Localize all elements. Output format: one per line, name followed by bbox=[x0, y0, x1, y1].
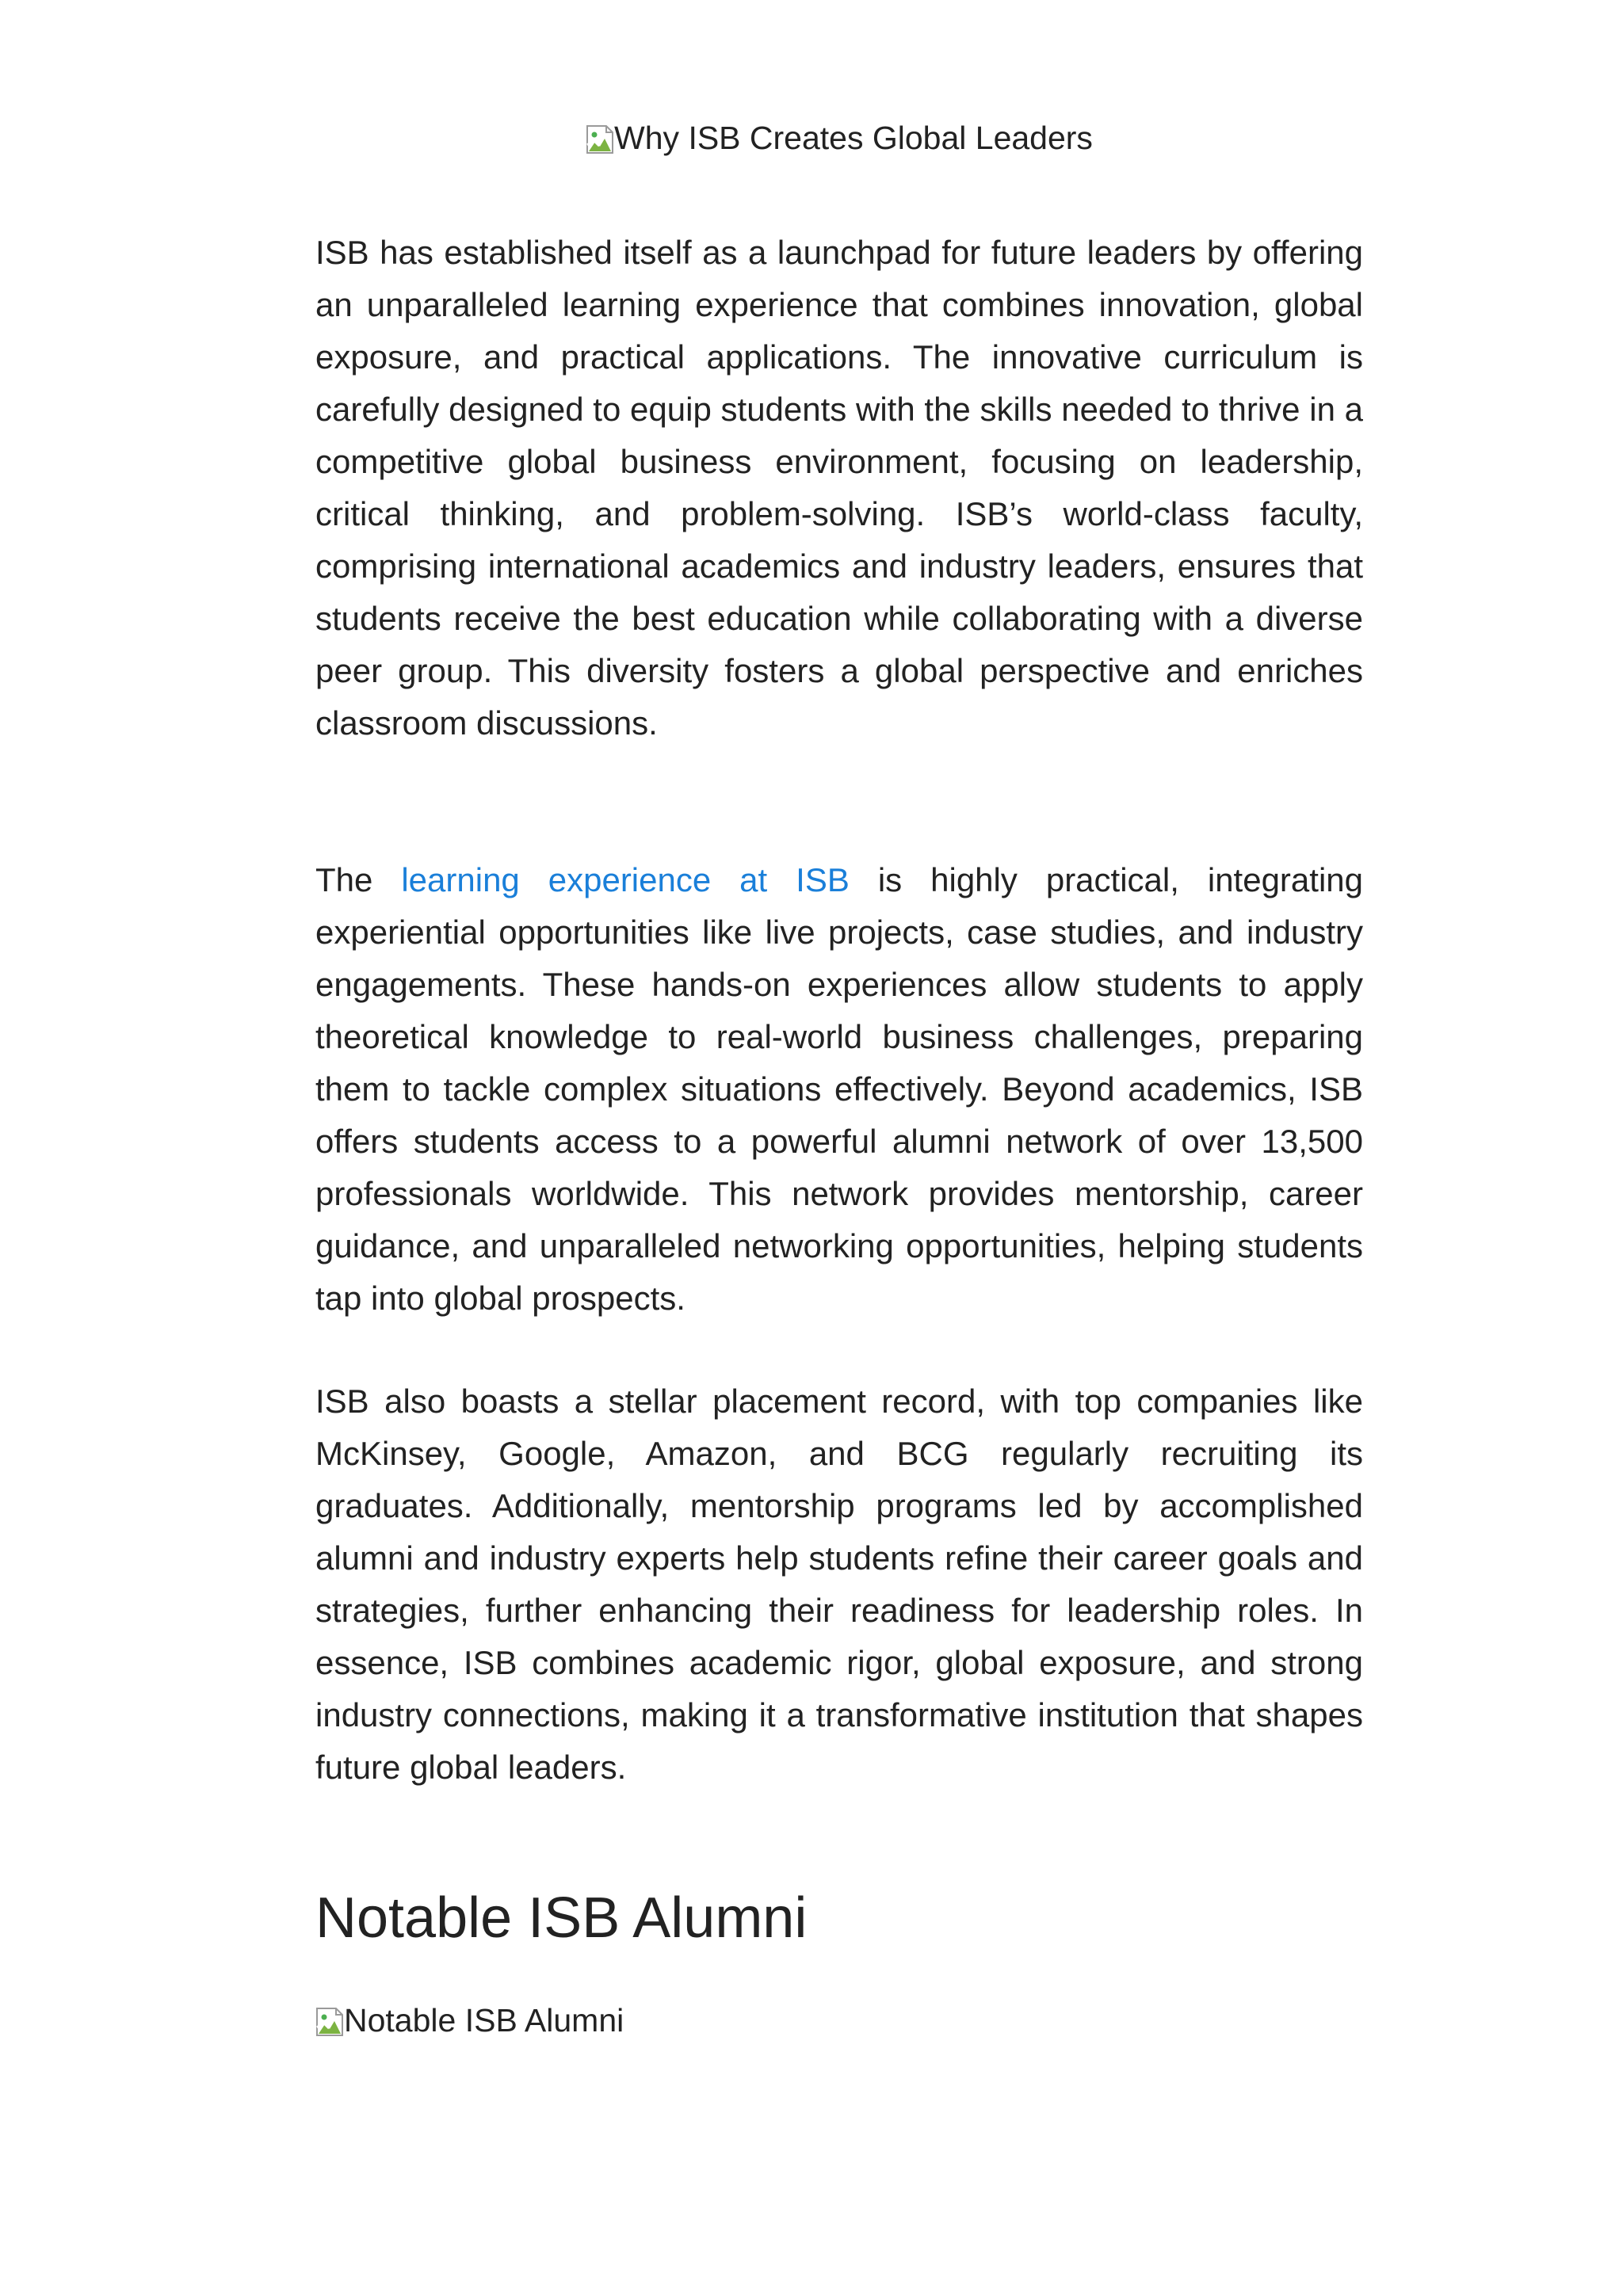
learning-experience-link[interactable]: learning experience at ISB bbox=[401, 861, 850, 898]
bottom-image-placeholder bbox=[315, 2004, 624, 2037]
top-image-placeholder bbox=[586, 122, 1093, 154]
section-heading-alumni: Notable ISB Alumni bbox=[315, 1886, 808, 1950]
paragraph-learning bbox=[315, 854, 1363, 1325]
paragraph-intro: ISB has established itself as a launchpad for future leaders by offering an unparalleled learning experience that combines innovation, global exposure, and practical applications. The innovative curriculum is carefully designed to equip students with the skills needed to thrive in a competitive global business environment, focusing on leadership, critical thinking, and problem-solving. ISB’s world-class faculty, comprising international academics and industry leaders, ensures that students receive the best education while collaborating with a diverse peer group. This diversity fosters a global perspective and enriches classroom discussions. bbox=[315, 234, 1363, 742]
broken-image-icon bbox=[315, 2005, 344, 2037]
paragraph-placements: ISB also boasts a stellar placement record, with top companies like McKinsey, Google, Amazon, and BCG regularly recruiting its graduates. Additionally, mentorship programs led by accomplished alumni and industry experts help students refine their career goals and strategies, further enhancing their readiness for leadership roles. In essence, ISB combines academic rigor, global exposure, and strong industry connections, making it a transformative institution that shapes future global leaders. bbox=[315, 1383, 1363, 1786]
broken-image-icon bbox=[586, 123, 614, 154]
paragraph-learning-rest: is highly practical, integrating experiential opportunities like live projects, case studies, and industry engagements. These hands-on experiences allow students to apply theoretical knowledge to real-world business challenges, preparing them to tackle complex situations effectively. Beyond academics, ISB offers students access to a powerful alumni network of over 13,500 professionals worldwide. This network provides mentorship, career guidance, and unparalleled networking opportunities, helping students tap into global prospects. bbox=[315, 861, 1363, 1317]
paragraph-learning-lead: The bbox=[315, 861, 402, 898]
top-image-container bbox=[315, 122, 1363, 158]
bottom-image-alt-text: Notable ISB Alumni bbox=[344, 2002, 624, 2039]
bottom-image-container bbox=[315, 2004, 624, 2041]
top-image-alt-text: Why ISB Creates Global Leaders bbox=[614, 120, 1093, 156]
